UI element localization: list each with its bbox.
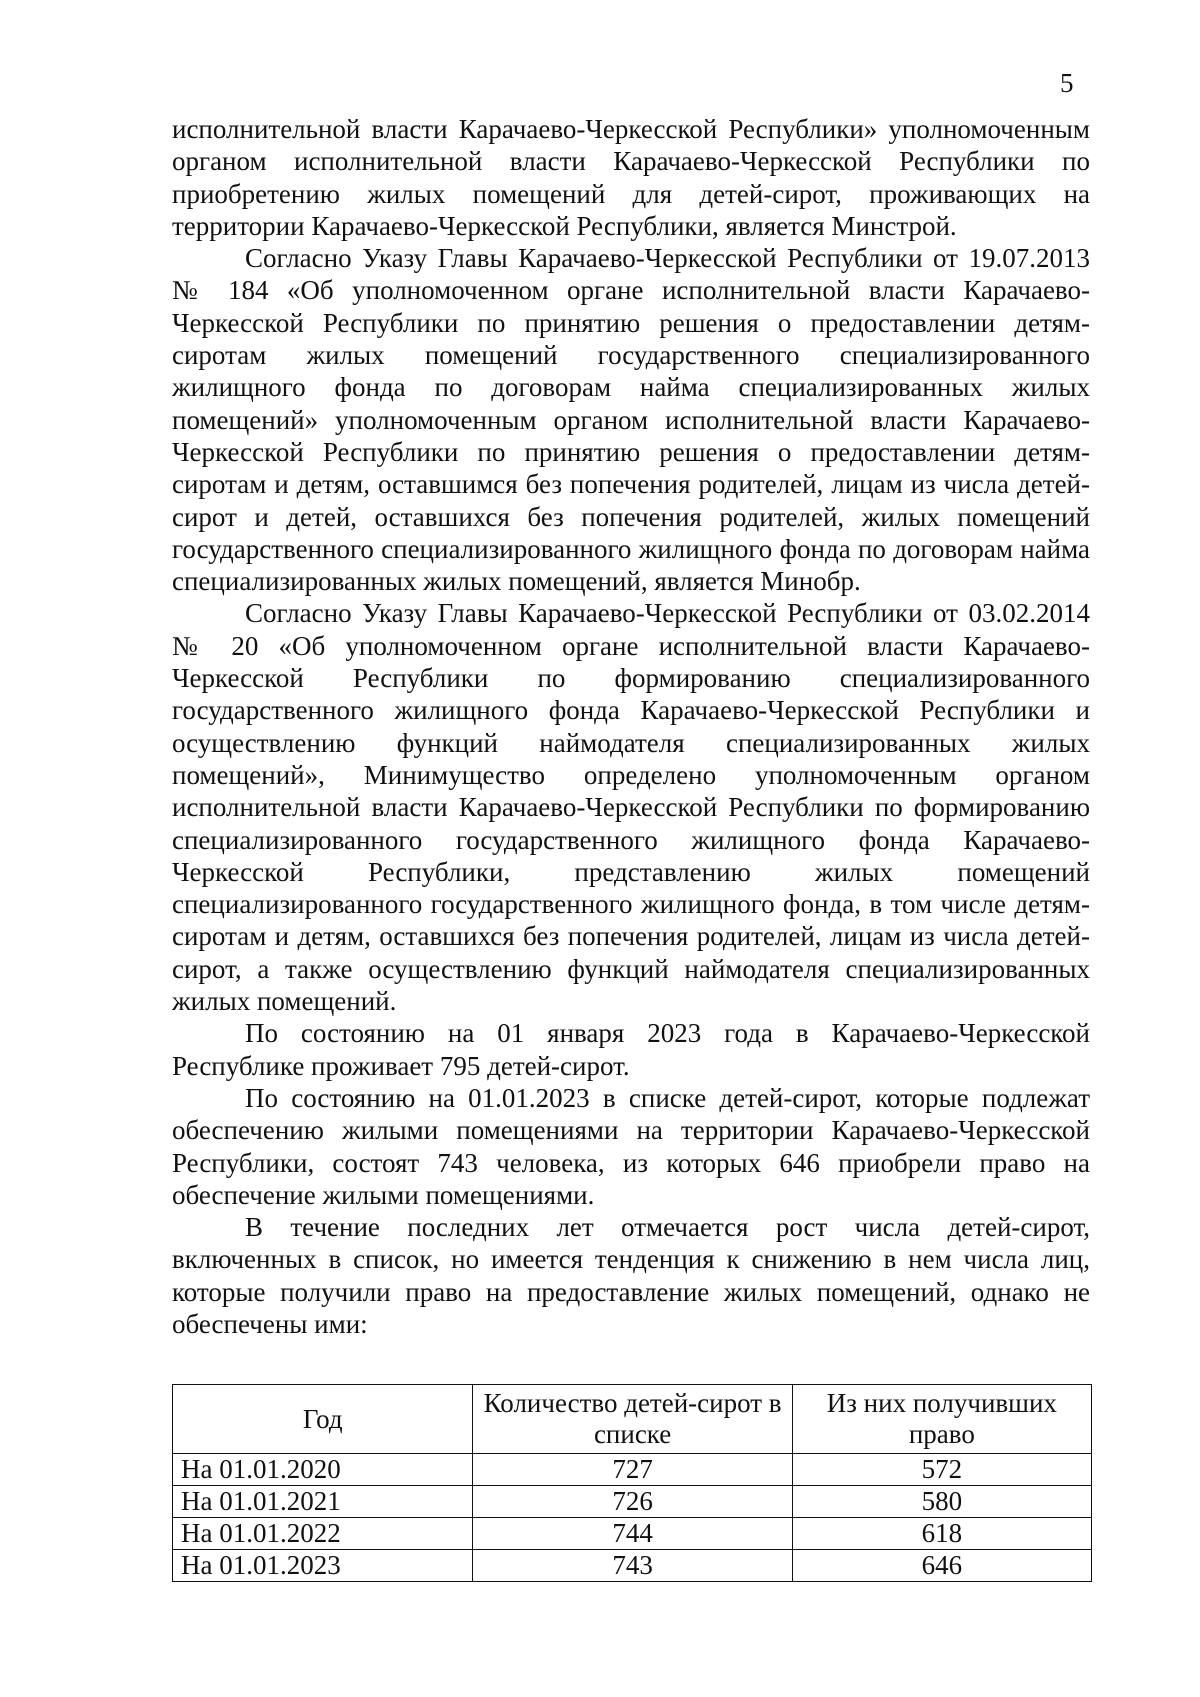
cell-count: 726	[473, 1486, 792, 1518]
cell-year: На 01.01.2022	[173, 1518, 473, 1550]
cell-year: На 01.01.2021	[173, 1486, 473, 1518]
cell-count: 727	[473, 1454, 792, 1486]
table-row	[173, 1454, 1092, 1486]
header-count: Количество детей-сирот в списке	[473, 1385, 792, 1454]
header-year: Год	[173, 1385, 473, 1454]
orphans-statistics-table	[172, 1384, 1092, 1582]
cell-count: 744	[473, 1518, 792, 1550]
cell-year: На 01.01.2020	[173, 1454, 473, 1486]
document-body	[172, 113, 1090, 1340]
table-row	[173, 1550, 1092, 1582]
paragraph: В течение последних лет отмечается рост числа детей-сирот, включенных в список, но имеется тенденция к снижению в нем числа лиц, которые получили право на предоставление жилых помещений, однако не обеспечены ими:	[172, 1212, 1090, 1339]
paragraph: исполнительной власти Карачаево-Черкесской Республики» уполномоченным органом исполнительной власти Карачаево-Черкесской Республики по приобретению жилых помещений для детей-сирот, проживающих на территории Карачаево-Черкесской Республики, является Минстрой.	[172, 114, 1090, 241]
page-number: 5	[1060, 68, 1074, 98]
paragraph: По состоянию на 01 января 2023 года в Карачаево-Черкесской Республике проживает 795 детей-сирот.	[172, 1018, 1090, 1081]
header-entitled: Из них получивших право	[792, 1385, 1091, 1454]
paragraph: Согласно Указу Главы Карачаево-Черкесской Республики от 03.02.2014 № 20 «Об уполномоченном органе исполнительной власти Карачаево-Черкесской Республики по формированию специализированного государственного жилищного фонда Карачаево-Черкесской Республики и осуществлению функций наймодателя специализированных жилых помещений», Минимущество определено уполномоченным органом исполнительной власти Карачаево-Черкесской Республики по формированию специализированного государственного жилищного фонда Карачаево-Черкесской Республики, представлению жилых помещений специализированного государственного жилищного фонда, в том числе детям-сиротам и детям, оставшихся без попечения родителей, лицам из числа детей-сирот, а также осуществлению функций наймодателя специализированных жилых помещений.	[172, 598, 1090, 1017]
table-row	[173, 1486, 1092, 1518]
cell-entitled: 646	[792, 1550, 1091, 1582]
cell-entitled: 580	[792, 1486, 1091, 1518]
cell-year: На 01.01.2023	[173, 1550, 473, 1582]
cell-entitled: 618	[792, 1518, 1091, 1550]
cell-entitled: 572	[792, 1454, 1091, 1486]
paragraph: Согласно Указу Главы Карачаево-Черкесской Республики от 19.07.2013 № 184 «Об уполномоченном органе исполнительной власти Карачаево-Черкесской Республики по принятию решения о предоставлении детям-сиротам жилых помещений государственного специализированного жилищного фонда по договорам найма специализированных жилых помещений» уполномоченным органом исполнительной власти Карачаево-Черкесской Республики по принятию решения о предоставлении детям-сиротам и детям, оставшимся без попечения родителей, лицам из числа детей-сирот и детей, оставшихся без попечения родителей, жилых помещений государственного специализированного жилищного фонда по договорам найма специализированных жилых помещений, является Минобр.	[172, 243, 1090, 597]
paragraph: По состоянию на 01.01.2023 в списке детей-сирот, которые подлежат обеспечению жилыми помещениями на территории Карачаево-Черкесской Республики, состоят 743 человека, из которых 646 приобрели право на обеспечение жилыми помещениями.	[172, 1082, 1090, 1210]
cell-count: 743	[473, 1550, 792, 1582]
table-row	[173, 1518, 1092, 1550]
table-header-row	[173, 1385, 1092, 1454]
